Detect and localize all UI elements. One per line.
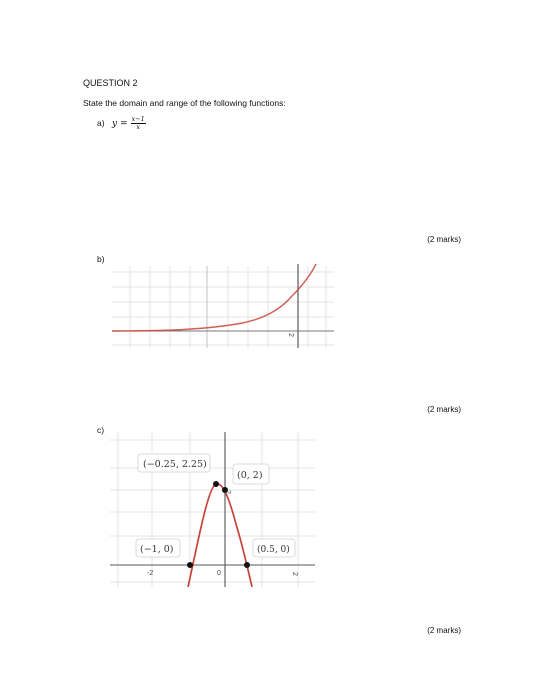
graph-b-curve xyxy=(112,264,316,331)
part-b-label: b) xyxy=(97,254,105,264)
graph-c-label-vertex: (−0.25, 2.25) xyxy=(143,459,207,470)
formula-fraction xyxy=(131,116,146,131)
part-b-marks: (2 marks) xyxy=(427,405,461,414)
question-title: QUESTION 2 xyxy=(83,78,138,88)
question-instruction: State the domain and range of the following functions: xyxy=(83,98,286,108)
graph-b xyxy=(112,258,334,348)
graph-c-point-vertex xyxy=(213,481,219,487)
formula-numerator: x−1 xyxy=(131,115,145,123)
graph-c-tick-origin: 0 xyxy=(217,570,221,577)
graph-c-point-root-right xyxy=(244,562,250,568)
formula-denominator: x xyxy=(136,123,140,131)
graph-c-point-root-left xyxy=(187,562,193,568)
graph-c-label-y-intercept: (0, 2) xyxy=(237,470,263,481)
graph-c-tick-y-2: 2 xyxy=(224,490,231,494)
part-a-marks: (2 marks) xyxy=(427,235,461,244)
part-c-marks: (2 marks) xyxy=(427,626,461,635)
part-a-formula xyxy=(112,116,146,131)
graph-b-tick-label: 2 xyxy=(287,333,294,337)
graph-c-label-root-right: (0.5, 0) xyxy=(257,545,290,555)
graph-b-grid xyxy=(112,266,334,348)
graph-c-tick-x-2: 2 xyxy=(291,572,298,576)
graph-c-label-root-left: (−1, 0) xyxy=(140,544,174,555)
graph-c xyxy=(110,432,315,587)
part-a-label: a) xyxy=(97,118,105,128)
formula-lhs: y = xyxy=(112,118,128,129)
part-c-label: c) xyxy=(97,425,105,435)
graph-c-tick-x-neg2: -2 xyxy=(147,570,154,577)
